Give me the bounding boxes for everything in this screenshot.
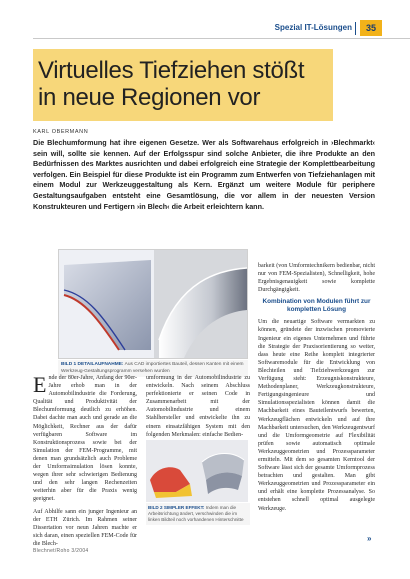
col1-paragraph-2: Auf Abhilfe sann ein junger Ingenieur an der ETH Zürich. Im Rahmen seiner Dissertation vor neun Jahren machte er sich daran, einen speziellen FEM-Code für die Blech-: [33, 508, 137, 547]
continue-arrow-icon: »: [367, 534, 372, 543]
page-header: [0, 20, 410, 38]
drop-cap: E: [33, 372, 47, 397]
lead-paragraph: Die Blechumformung hat ihre eigenen Gesetze. Wer als Softwarehaus erfolgreich in ›Blechmarkt‹ sein will, sollte sie kennen. Auf der Erfolgsspur sind solche Anbieter, die ihre Produkte an den Bedürfnissen des Marktes ausrichten und dabei erfolgreich eine Strategie der Komplettbearbeitung verfolgen. Ein Beispiel für diese Produkte ist ein Programm zum Entwerfen von Tiefziehanlagen mit einem Modul zur Werkzeuggestaltung als Kern. Ergänzt um weitere Module für periphere Gestaltungsaufgaben entsteht eine Gesamtlösung, die vor allem in der neuesten Version Konstrukteuren und Fertigern ›in Blech‹ die Arbeit erleichtern kann.: [33, 138, 375, 211]
figure-1-tag: BILD 1 DETAILAUFNAHME:: [61, 362, 124, 367]
figure-2-tag: BILD 2 SIMPLER EFFEKT:: [148, 505, 205, 510]
header-rule: [33, 38, 410, 39]
page-footer: Blechnet/Roho 3/2004: [33, 548, 89, 554]
author-byline: KARL OBERMANN: [33, 129, 89, 135]
col3-paragraph-1: barkeit (von Umformtechnikern bedienbar, nicht nur von FEM-Spezialisten), Schnelligkeit, hohe Ergebnisgenauigkeit sowie komplette Durchgängigkeit.: [258, 263, 375, 294]
column-3: [258, 262, 375, 513]
page-number-badge: 35: [360, 20, 382, 36]
title-block: [33, 49, 333, 121]
col2-paragraph-1: umformung in der Automobilindustrie zu entwickeln. Nach seinem Abschluss perfektionierte er seinen Code in Zusammenarbeit mit der Automobilindustrie und einem Stahlhersteller und entwickelte ihn zu einem einsatzfähigen System mit den folgenden Merkmalen: einfache Bedien-: [146, 375, 250, 438]
col3-paragraph-2: Um die neuartige Software vermarkten zu können, gründete der inzwischen promovierte Ingenieur ein eigenes Unternehmen und führte die Strategie der Praxisorientierung so weiter, dass heute eine Reihe komplett integrierter Softwaremodule für die Entwicklung von Blechteilen und Tiefziehwerkzeugen zur Verfügung steht: Erzeugniskonstrukteure, Methodenplaner, Werkzeugkonstrukteure, Fertigungsingenieure und Simulationsspezialisten können damit die Machbarkeit eines Bauteilentwurfs bewerten, Werkzeugflächen entwickeln und auf ihre Machbarkeit untersuchen, den Werkzeugentwurf und die Umformgeometrie auf Flexibilität prüfen sowie automatisch optimale Werkzeuggeometrien und Prozessparameter ermitteln. Mit dem so gesamten Kerntool der Software lässt sich der gesamte Umformprozess betrachten und gestalten. Man gibt Werkzeuggeometrien und Prozessparameter ein und erhält eine komplette Prozessanalyse. So entstehen schnell optimal ausgelegte Werkzeuge.: [258, 319, 375, 512]
col1-p1-text: nde der 80er-Jahre, Anfang der 90er-Jahre erhob man in der Automobilindustrie die Forderung, Qualität und Produktivität der Blechumformung deutlich zu erhöhen. Dabei dachte man auch und gerade an die Möglichkeit, Rechner aus der dafür verfügbaren Software im Konstruktionsprozess sowie bei der Simulation der FEM-Programme, mit denen man grundsätzlich auch Probleme der Umformsimulation lösen konnte, wegen ihrer sehr schwierigen Bedienung und den sehr langen Rechenzeiten weiterhin aber für die Praxis wenig geeignet.: [33, 375, 137, 503]
figure-2-image: [146, 440, 248, 502]
figure-1-text: Aus CAD importiertes Bauteil, dessen Kanten mit einem Werkzeug-Gestaltungsprogramm versehen wurden: [61, 362, 244, 374]
article-title: [38, 57, 304, 111]
figure-1-image: [58, 249, 248, 359]
figure-2-caption: [146, 503, 250, 525]
column-2: [146, 374, 250, 439]
figure-2-graphic: [146, 440, 248, 502]
section-label: Spezial IT-Lösungen: [274, 23, 352, 32]
figure-2-text: Indem man die Arbeitsrichtung ändert, verschwinden die im linken Bildteil noch vorhandenen Hinterschnitte: [148, 505, 244, 522]
header-divider: [355, 22, 356, 35]
figure-1-graphic: [59, 250, 248, 359]
col1-paragraph-1: [33, 374, 137, 504]
title-line-2: in neue Regionen vor: [38, 84, 261, 111]
col3-subheading: Kombination von Modulen führt zur kompletten Lösung: [262, 298, 371, 314]
column-1: [33, 374, 137, 548]
title-line-1: Virtuelles Tiefziehen stößt: [38, 57, 305, 84]
